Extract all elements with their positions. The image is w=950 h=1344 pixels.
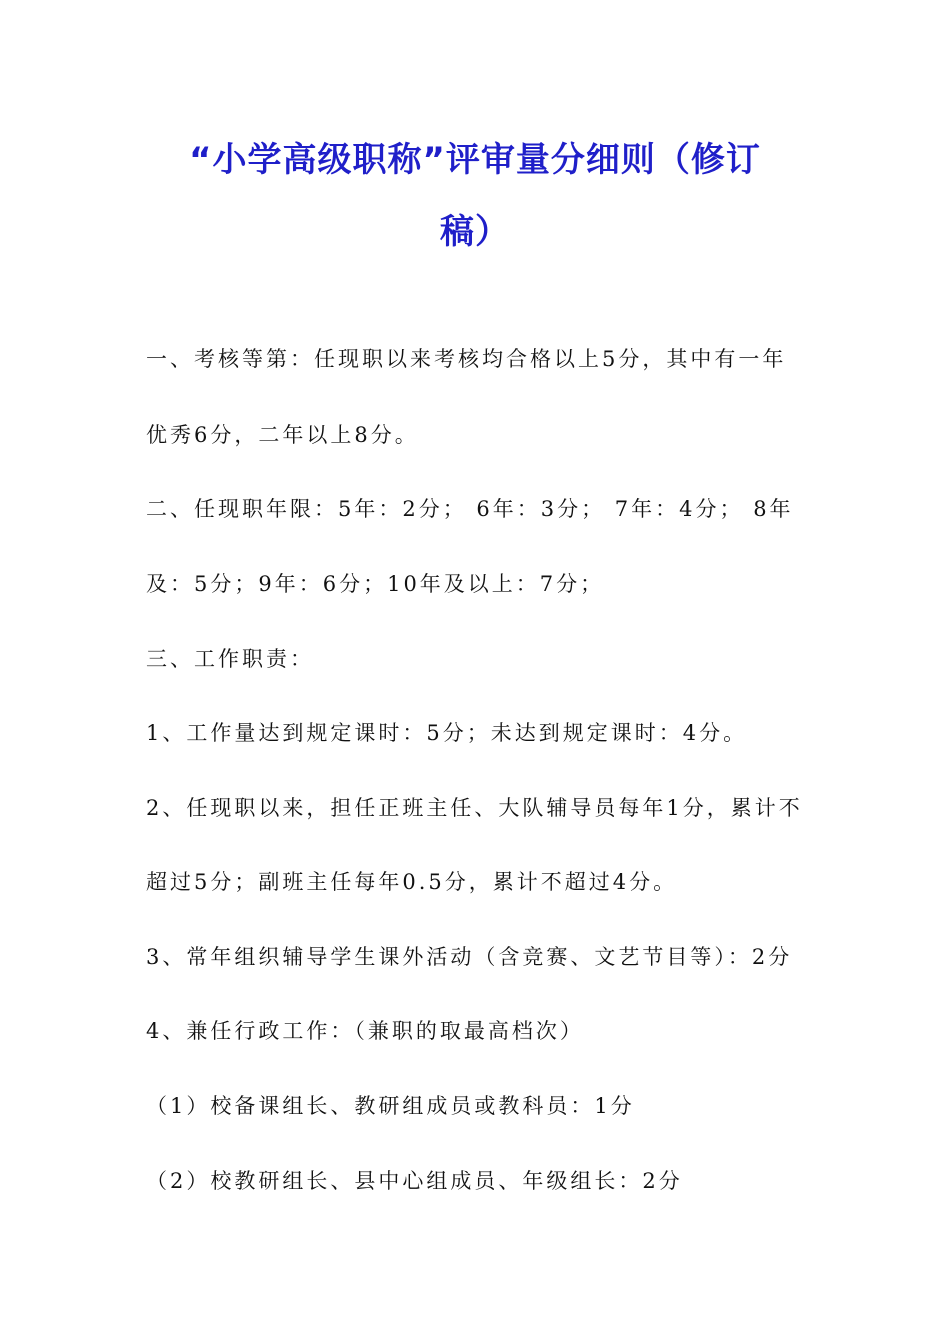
paragraph-line: 3、常年组织辅导学生课外活动（含竞赛、文艺节目等）：2分 xyxy=(146,945,793,969)
paragraph-line: 及：5分；9年：6分；10年及以上：7分； xyxy=(146,572,605,596)
document-title-line-2: 稿） xyxy=(440,212,510,252)
paragraph-line: 超过5分；副班主任每年0.5分，累计不超过4分。 xyxy=(146,870,678,894)
paragraph-line: 4、兼任行政工作：（兼职的取最高档次） xyxy=(146,1019,584,1043)
paragraph-line: 一、考核等第：任现职以来考核均合格以上5分，其中有一年 xyxy=(146,347,787,371)
paragraph-line: 2、任现职以来，担任正班主任、大队辅导员每年1分，累计不 xyxy=(146,796,803,820)
paragraph-line: 优秀6分，二年以上8分。 xyxy=(146,423,419,447)
paragraph-line: （1）校备课组长、教研组成员或教科员：1分 xyxy=(146,1094,635,1118)
paragraph-line: 1、工作量达到规定课时：5分；未达到规定课时：4分。 xyxy=(146,721,748,745)
document-title-line-1: “小学高级职称”评审量分细则（修订 xyxy=(189,140,761,180)
paragraph-line: （2）校教研组长、县中心组成员、年级组长：2分 xyxy=(146,1169,683,1193)
paragraph-line: 三、工作职责： xyxy=(146,647,314,671)
paragraph-line: 二、任现职年限：5年：2分； 6年：3分； 7年：4分； 8年 xyxy=(146,497,794,521)
